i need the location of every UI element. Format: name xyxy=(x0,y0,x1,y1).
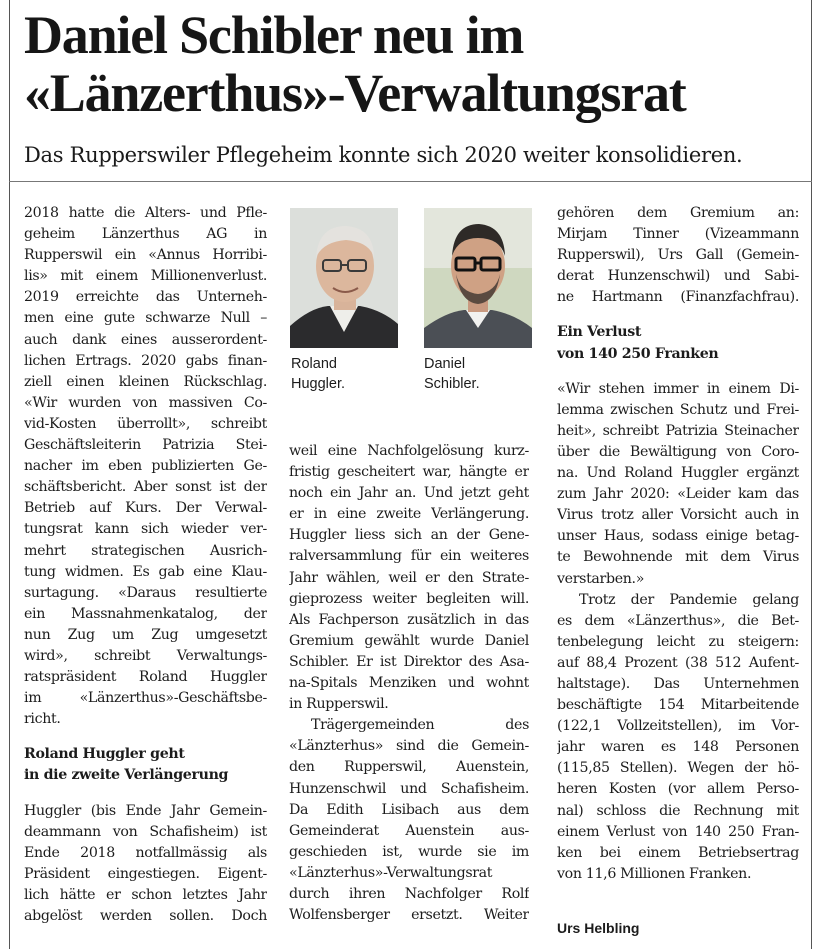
text-line: Als Fachperson zusätzlich in das xyxy=(289,611,529,628)
text-line: zum Jahr 2020: «Leider kam das xyxy=(557,486,799,503)
section-heading-line: Roland Huggler geht xyxy=(24,746,185,763)
headline xyxy=(24,6,804,122)
text-line: Virus trotz aller Vorsicht auch in xyxy=(557,507,799,524)
subheadline: Das Rupperswiler Pflegeheim konnte sich 2020 weiter konsolidieren. xyxy=(24,143,743,167)
text-line: derat Hunzenschwil) und Sabi- xyxy=(557,268,799,285)
text-line: «Länzterhus»-Verwaltungsrat xyxy=(289,864,493,881)
text-line: fristig gescheitert war, hängte er xyxy=(289,464,529,481)
caption-line: Daniel xyxy=(424,356,466,372)
text-line: weil eine Nachfolgelösung kurz- xyxy=(289,443,529,459)
photo-caption-daniel xyxy=(424,354,534,394)
text-line: den Rupperswil, Auenstein, xyxy=(289,759,529,776)
text-line: ralversammlung für ein weiteres xyxy=(289,548,529,565)
portrait-photo-roland-huggler xyxy=(290,208,398,348)
text-line: na. Und Roland Huggler ergänzt xyxy=(557,465,799,482)
page-border-left xyxy=(9,0,10,949)
text-line: abgelöst werden sollen. Doch xyxy=(24,908,267,924)
portrait-illustration xyxy=(424,208,532,348)
text-line: lis» mit einem Millionenverlust. xyxy=(24,268,267,285)
text-line: Huggler (bis Ende Jahr Gemein- xyxy=(24,802,267,819)
headline-line: «Länzerthus»-Verwaltungsrat xyxy=(24,63,686,123)
text-line: ne Hartmann (Finanzfachfrau). xyxy=(557,289,799,306)
text-line: tung widmen. Es gab eine Klau- xyxy=(24,563,267,580)
article-column-3 xyxy=(557,203,799,885)
text-line: Schibler. Er ist Direktor des Asa- xyxy=(289,653,529,670)
text-line: Huggler liess sich an der Gene- xyxy=(289,527,529,544)
page-border-right xyxy=(811,0,812,949)
paragraph-gap xyxy=(24,730,267,744)
text-line: nal) schloss die Rechnung mit xyxy=(557,802,799,819)
text-line: na-Spitals Menziken und wohnt xyxy=(289,675,529,692)
text-line: geheim Länzerthus AG in xyxy=(24,226,267,243)
text-line: gieprozess weiter begleiten will. xyxy=(289,590,529,607)
text-line: lich hätte er schon letztes Jahr xyxy=(24,886,267,903)
text-line: surtagung. «Daraus resultierte xyxy=(24,584,267,601)
text-line: ken bei einem Betriebsertrag xyxy=(557,844,799,861)
text-line: Rupperswil), Urs Gall (Gemein- xyxy=(557,247,799,264)
text-line: men eine gute schwarze Null – xyxy=(24,310,267,327)
text-line: auf 88,4 Prozent (38 512 Aufent- xyxy=(557,654,799,671)
text-line: heren Kosten (vor allem Perso- xyxy=(557,781,799,798)
text-line: Wolfensberger ersetzt. Weiter xyxy=(289,907,529,924)
text-line: vid-Kosten überrollt», schreibt xyxy=(24,415,267,432)
text-line: «Wir stehen immer in einem Di- xyxy=(557,380,799,397)
paragraph-gap xyxy=(557,365,799,379)
text-line: Geschäftsleiterin Patrizia Stei- xyxy=(24,437,267,454)
text-line: er in eine zweite Verlängerung. xyxy=(289,506,529,523)
text-line: (122,1 Vollzeitstellen), im Vor- xyxy=(557,718,799,735)
text-line: «Länzterhus» sind die Gemein- xyxy=(289,738,529,755)
text-line: Jahr wählen, weil er den Strate- xyxy=(289,569,529,586)
text-line: ziell einen kleinen Rückschlag. xyxy=(24,373,267,390)
caption-line: Huggler. xyxy=(291,376,346,392)
paragraph-gap xyxy=(557,308,799,322)
text-line: Gemeinderat Auenstein aus- xyxy=(289,822,529,839)
text-line: Rupperswil ein «Annus Horribi- xyxy=(24,247,267,264)
paragraph-gap xyxy=(24,787,267,801)
section-heading-line: von 140 250 Franken xyxy=(557,345,719,362)
text-line: Gremium gewählt wurde Daniel xyxy=(289,632,529,649)
text-line: Betrieb auf Kurs. Der Verwal- xyxy=(24,500,267,517)
caption-line: Schibler. xyxy=(424,376,480,392)
text-line: von 11,6 Millionen Franken. xyxy=(557,865,752,882)
text-line: Trotz der Pandemie gelang xyxy=(579,591,799,608)
text-line: geschieden ist, wurde sie im xyxy=(289,843,529,860)
section-heading-line: in die zweite Verlängerung xyxy=(24,767,229,784)
text-line: Hunzenschwil und Schafisheim. xyxy=(289,780,529,797)
section-heading-line: Ein Verlust xyxy=(557,324,642,341)
portrait-photo-daniel-schibler xyxy=(424,208,532,348)
text-line: 2018 hatte die Alters- und Pfle- xyxy=(24,205,267,221)
text-line: auch dank eines ausserordent- xyxy=(24,331,267,348)
text-line: «Wir wurden von massiven Co- xyxy=(24,394,267,411)
text-line: Trägergemeinden des xyxy=(311,717,529,734)
caption-line: Roland xyxy=(291,356,337,372)
text-line: Ende 2018 notfallmässig als xyxy=(24,844,267,861)
text-line: lemma zwischen Schutz und Frei- xyxy=(557,401,799,418)
text-line: beschäftigte 154 Mitarbeitende xyxy=(557,697,799,714)
text-line: schäftsbericht. Aber sonst ist der xyxy=(24,479,267,496)
text-line: heit», schreibt Patrizia Steinacher xyxy=(557,422,799,439)
text-line: deammann von Schafisheim) ist xyxy=(24,823,267,840)
text-line: te Bewohnende mit dem Virus xyxy=(557,549,799,566)
text-line: Präsident eingestiegen. Eigent- xyxy=(24,865,267,882)
text-line: richt. xyxy=(24,711,61,728)
text-line: Mirjam Tinner (Vizeammann xyxy=(557,226,799,243)
text-line: tenbelegung leicht zu steigern: xyxy=(557,633,799,650)
text-line: jahr waren es 148 Personen xyxy=(557,739,799,756)
portrait-illustration xyxy=(290,208,398,348)
text-line: gehören dem Gremium an: xyxy=(557,205,799,221)
text-line: ratspräsident Roland Huggler xyxy=(24,669,267,686)
text-line: mehrt strategischen Ausrich- xyxy=(24,542,267,559)
text-line: nun Zug um Zug umgesetzt xyxy=(24,626,267,643)
text-line: unser Haus, sodass einige betag- xyxy=(557,528,799,545)
text-line: nacher im eben publizierten Ge- xyxy=(24,458,267,475)
text-line: über die Bewältigung von Coro- xyxy=(557,443,799,460)
text-line: ein Massnahmenkatalog, der xyxy=(24,605,267,622)
text-line: tungsrat kann sich wieder ver- xyxy=(24,521,267,538)
text-line: im «Länzerthus»-Geschäftsbe- xyxy=(24,690,267,707)
headline-line: Daniel Schibler neu im xyxy=(24,5,524,65)
article-column-1 xyxy=(24,203,267,927)
text-line: verstarben.» xyxy=(557,570,645,587)
text-line: durch ihren Nachfolger Rolf xyxy=(289,885,529,902)
photo-caption-roland xyxy=(291,354,401,394)
text-line: wird», schreibt Verwaltungs- xyxy=(24,647,267,664)
author-byline: Urs Helbling xyxy=(557,920,640,936)
subhead-rule xyxy=(9,181,812,182)
text-line: lichen Ertrags. 2020 gabs finan- xyxy=(24,352,267,369)
text-line: noch ein Jahr an. Und jetzt geht xyxy=(289,485,529,502)
text-line: in Rupperswil. xyxy=(289,696,389,713)
text-line: 2019 erreichte das Unterneh- xyxy=(24,289,267,306)
text-line: Da Edith Lisibach aus dem xyxy=(289,801,529,818)
text-line: einem Verlust von 140 250 Fran- xyxy=(557,823,799,840)
text-line: (115,85 Stellen). Wegen der hö- xyxy=(557,760,799,777)
text-line: es dem «Länzerthus», die Bet- xyxy=(557,612,799,629)
article-column-2 xyxy=(289,441,529,926)
text-line: haltstage). Das Unternehmen xyxy=(557,675,799,692)
